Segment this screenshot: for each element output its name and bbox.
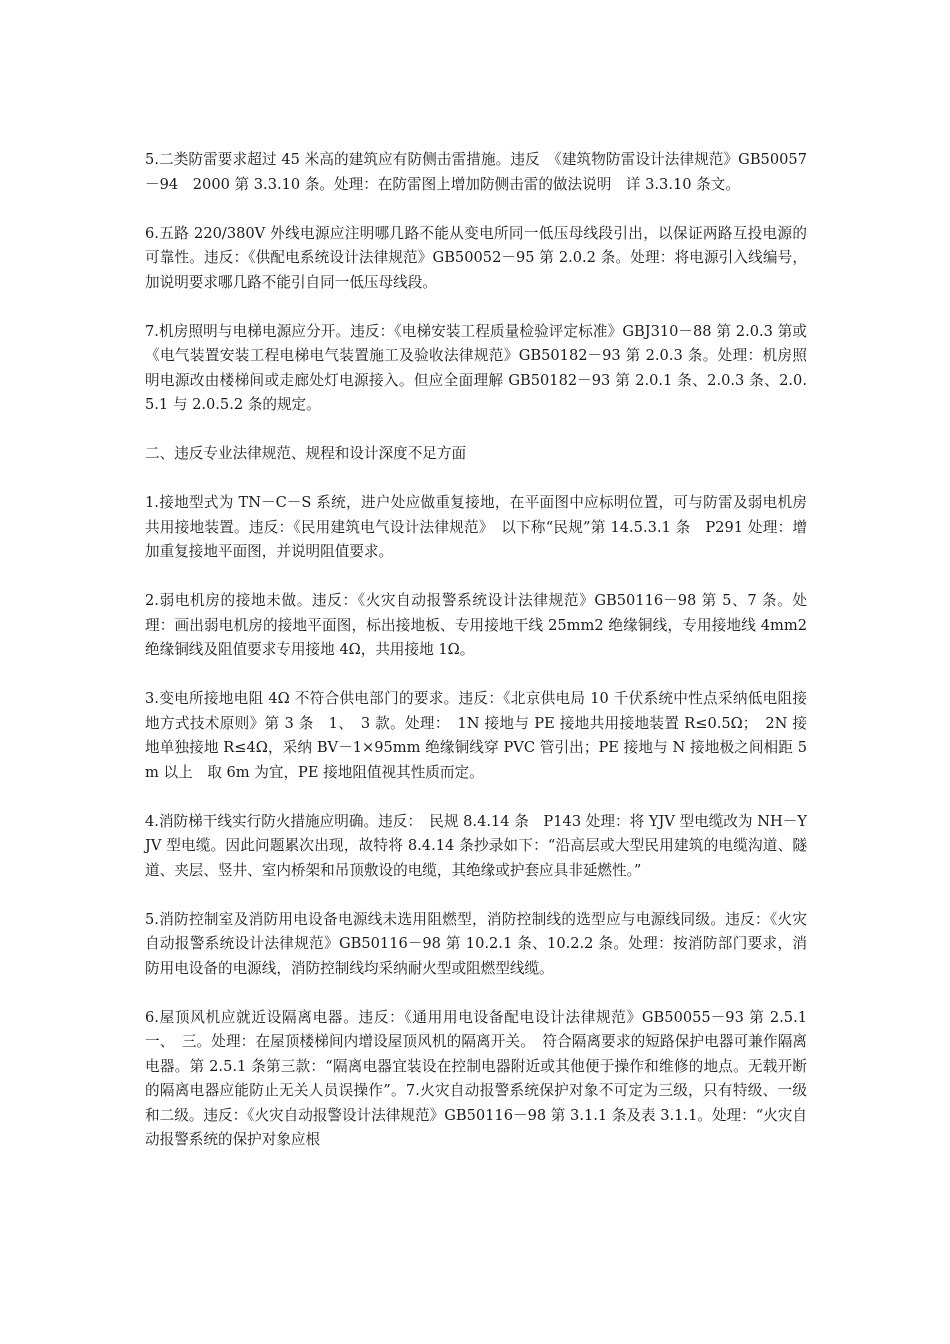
section-heading-2: 二、违反专业法律规范、规程和设计深度不足方面 [145, 445, 467, 462]
paragraph-5-lightning: 5.二类防雷要求超过 45 米高的建筑应有防侧击雷措施。违反 《建筑物防雷设计法律规范》GB50057－94 2000 第 3.3.10 条。处理：在防雷图上增加防侧击雷的做法说明 详 3.3.10 条文。 [145, 151, 807, 193]
paragraph-7-elevator-power: 7.机房照明与电梯电源应分开。违反：《电梯安装工程质量检验评定标准》GBJ310－88 第 2.0.3 第或《电气装置安装工程电梯电气装置施工及验收法律规范》GB50182－93 第 2.0.3 条。处理：机房照明电源改由楼梯间或走廊处灯电源接入。但应全面理解 GB50182－93 第 2.0.1 条、2.0.3 条、2.0.5.1 与 2.0.5.2 条的规定。 [145, 322, 807, 413]
document-page [145, 148, 822, 1177]
paragraph-2-weak-current-grounding: 2.弱电机房的接地未做。违反：《火灾自动报警系统设计法律规范》GB50116－98 第 5、7 条。处理：画出弱电机房的接地平面图，标出接地板、专用接地干线 25mm2 绝缘铜线，专用接地线 4mm2 绝缘铜线及阻值要求专用接地 4Ω，共用接地 1Ω。 [145, 592, 812, 658]
paragraph-4-fire-elevator-trunk: 4.消防梯干线实行防火措施应明确。违反： 民规 8.4.14 条 P143 处理：将 YJV 型电缆改为 NH－YJV 型电缆。因此问题累次出现，故特将 8.4.14 条抄录如下：“沿高层或大型民用建筑的电缆沟道、隧道、夹层、竖井、室内桥架和吊顶敷设的电缆，其绝缘或护套应具非延燃性。” [145, 812, 807, 879]
paragraph-6-power-supply: 6.五路 220/380V 外线电源应注明哪几路不能从变电所同一低压母线段引出，以保证两路互投电源的可靠性。违反：《供配电系统设计法律规范》GB50052－95 第 2.0.2 条。处理：将电源引入线编号，加说明要求哪几路不能引自同一低压母线段。 [145, 224, 807, 291]
paragraph-6-roof-fan-isolation: 6.屋顶风机应就近设隔离电器。违反：《通用用电设备配电设计法律规范》GB50055－93 第 2.5.1 一、 三。处理：在屋顶楼梯间内增设屋顶风机的隔离开关。 符合隔离要求的短路保护电器可兼作隔离电器。第 2.5.1 条第三款：“隔离电器宜装设在控制电器附近或其他便于操作和维修的地点。无载开断的隔离电器应能防止无关人员误操作”。7.火灾自动报警系统保护对象不可定为三级，只有特级、一级和二级。违反：《火灾自动报警设计法律规范》GB50116－98 第 3.1.1 条及表 3.1.1。处理：“火灾自动报警系统的保护对象应根 [145, 1008, 822, 1148]
paragraph-5-fire-control-cable: 5.消防控制室及消防用电设备电源线未选用阻燃型，消防控制线的选型应与电源线同级。违反：《火灾自动报警系统设计法律规范》GB50116－98 第 10.2.1 条、10.2.2 条。处理：按消防部门要求，消防用电设备的电源线，消防控制线均采纳耐火型或阻燃型线缆。 [145, 910, 807, 977]
paragraph-1-grounding: 1.接地型式为 TN－C－S 系统，进户处应做重复接地，在平面图中应标明位置，可与防雷及弱电机房共用接地装置。违反：《民用建筑电气设计法律规范》 以下称“民规”第 14.5.3.1 条 P291 处理：增加重复接地平面图，并说明阻值要求。 [145, 494, 807, 560]
paragraph-3-substation-grounding: 3.变电所接地电阻 4Ω 不符合供电部门的要求。违反：《北京供电局 10 千伏系统中性点采纳低电阻接地方式技术原则》第 3 条 1、 3 款。处理： 1N 接地与 PE 接地共用接地装置 R≤0.5Ω； 2N 接地单独接地 R≤4Ω，采纳 BV－1×95mm 绝缘铜线穿 PVC 管引出；PE 接地与 N 接地极之间相距 5m 以上 取 6m 为宜，PE 接地阻值视其性质而定。 [145, 690, 807, 781]
